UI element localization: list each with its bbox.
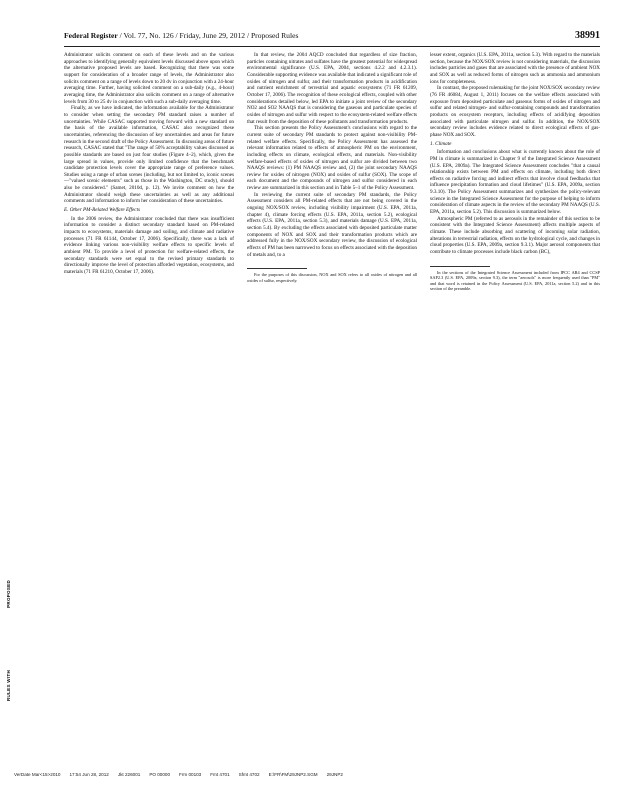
paragraph: lesser extent, organics (U.S. EPA, 2011a, section 5.3). With regard to the materials section, because the NOX/SOX review is not considering materials, the discussion includes particles and gases that are associated with the presence of ambient NOX and SOX as well as reduced forms of nitrogen such as ammonia and ammonium ions for completeness. [430, 52, 600, 85]
paragraph: In the 2006 review, the Administrator concluded that there was insufficient information to consider a distinct secondary standard based on PM-related impacts to ecosystems, materials damage and soiling, and climate and radiative processes (71 FR 61144, October 17, 2006). Specifically, there was a lack of evidence linking various non-visibility welfare effects to specific levels of ambient PM. To provide a level of protection for welfare-related effects, the secondary standards were set equal to the revised primary standards to directionally improve the level of protection afforded vegetation, ecosystems, and materials (71 FR 61210, October 17, 2006). [64, 215, 234, 275]
paragraph: Administrator solicits comment on each of these levels and on the various approaches to identifying generally equivalent levels discussed above upon which the alternative proposed levels are based. Recognizing that there was some support for consideration of a broader range of levels, the Administrator also solicits comment on a range of levels down to 20 dv in conjunction with a 24-hour averaging time. Further, having solicited comment on a sub-daily (e.g., 4-hour) averaging time, the Administrator also solicits comment on a range of alternative levels from 30 to 25 dv in conjunction with such a sub-daily averaging time. [64, 52, 234, 105]
paragraph: Information and conclusions about what is currently known about the role of PM in climate is summarized in Chapter 9 of the Integrated Science Assessment (U.S. EPA, 2009a). The Integrated Science Assessment concludes "that a causal relationship exists between PM and effects on climate, including both direct effects on radiative forcing and indirect effects that involve cloud feedbacks that influence precipitation formation and cloud lifetimes" (U.S. EPA, 2009a, section 9.3.10). The Policy Assessment summarizes and synthesizes the policy-relevant science in the Integrated Science Assessment for the purpose of helping to inform consideration of climate aspects in the review of the secondary PM NAAQS (U.S. EPA, 2011a, section 5.2). This discussion is summarized below. [430, 149, 600, 216]
column-1 [64, 52, 234, 752]
paragraph: In reviewing the current suite of secondary PM standards, the Policy Assessment considers all PM-related effects that are not being covered in the ongoing NOX/SOX review, including visibility impairment (U.S. EPA, 2011a, chapter 4), climate forcing effects (U.S. EPA, 2011a, section 5.2), ecological effects (U.S. EPA, 2011a, section 5.3), and materials damage (U.S. EPA, 2011a, section 5.4). By excluding the effects associated with deposited particulate matter components of NOX and SOX and their transformation products which are addressed fully in the NOX/SOX secondary review, the discussion of ecological effects of PM has been narrowed to focus on effects associated with the deposition of metals and, to a [247, 191, 417, 258]
footer-field: VerDate Mar<15>2010 [14, 772, 61, 777]
margin-sidebar [4, 520, 18, 770]
body-columns [64, 52, 600, 752]
section-heading: E. Other PM-Related Welfare Effects [64, 207, 140, 214]
footer-field: 29JNP2 [326, 772, 343, 777]
paragraph: In that review, the 2004 AQCD concluded that regardless of size fraction, particles containing nitrates and sulfates have the greatest potential for widespread environmental significance (U.S. EPA, 2004, sections 4.2.2 and 4.2.3.1). Considerable supporting evidence was available that indicated a significant role of oxides of nitrogen and sulfur, and their transformation products in acidification and nutrient enrichment of terrestrial and aquatic ecosystems (71 FR 61209, October 17, 2006). The recognition of these ecological effects, coupled with other considerations detailed below, led EPA to initiate a joint review of the secondary NO2 and SO2 NAAQS that is considering the gaseous and particulate species of oxides of nitrogen and sulfur with respect to the ecosystem-related welfare effects that result from the deposition of these pollutants and transformation products. [247, 52, 417, 125]
page-number: 38991 [575, 30, 600, 41]
column-2 [247, 52, 417, 752]
footnote-rule [430, 266, 490, 267]
footer-field: Fmt 4701 [210, 772, 230, 777]
footer-field: 17:54 Jun 28, 2012 [69, 772, 109, 777]
column-3 [430, 52, 600, 752]
footer-field: Jkt 226001 [117, 772, 141, 777]
sidebar-label: RULES WITH [6, 670, 11, 701]
footnote: In the sections of the Integrated Science Assessment included from IPCC AR4 and CCSP SAP2.3 (U.S. EPA, 2009a, section 9.3), the term "aerosols" is more frequently used than "PM" and that word is retained in the Policy Assessment (U.S. EPA, 2011a, section 5.2) and in this section of the preamble. [430, 269, 600, 291]
paragraph: Atmospheric PM (referred to as aerosols in the remainder of this section to be consistent with the Integrated Science Assessment) affects multiple aspects of climate. These include absorbing and scattering of incoming solar radiation, alterations in terrestrial radiation, effects on the hydrological cycle, and changes in cloud properties (U.S. EPA, 2009a, section 9.3.1). Major aerosol components that contribute to climate processes include black carbon (BC), [430, 215, 600, 256]
paragraph: In contrast, the proposed rulemaking for the joint NOX/SOX secondary review (76 FR 46084, August 1, 2011) focuses on the welfare effects associated with exposure from deposited particulate and gaseous forms of oxides of nitrogen and sulfur and related nitrogen- and sulfur-containing compounds and transformation products on ecosystem receptors, including effects of acidifying deposition associated with particulate nitrogen and sulfur. In addition, the NOX/SOX secondary review includes evidence related to direct ecological effects of gas-phase NOX and SOX. [430, 85, 600, 138]
footnote: For the purposes of this discussion, NOX and SOX refers to all oxides of nitrogen and all oxides of sulfur, respectively. [247, 272, 417, 283]
footer-field: PO 00000 [149, 772, 171, 777]
paragraph: Finally, as we have indicated, the information available for the Administrator to consider when setting the secondary PM standard raises a number of uncertainties. While CASAC supported moving forward with a new standard on the basis of the available information, CASAC also recognized these uncertainties, referencing the discussion of key uncertainties and areas for future research in the second draft of the Policy Assessment. In discussing areas of future research, CASAC stated that "The range of 50% acceptability values discussed as possible standards are based on just four studies (Figure 4–2), which, given the large spread in values, provide only limited confidence that the benchmark candidate protection levels cover the appropriate range of preference values. Studies using a range of urban scenes (including, but not limited to, iconic scenes—"valued scenic elements" such as those in the Washington, DC study), should also be considered." (Samet, 2010d, p. 12). We invite comment on how the Administrator should weigh these uncertainties as well as any additional comments and information to inform her consideration of these uncertainties. [64, 105, 234, 205]
footnote-rule [247, 268, 307, 269]
footer-field: E:\FR\FM\29JNP2.SGM [268, 772, 318, 777]
publication-title: Federal Register [64, 31, 118, 40]
footer-field: Sfmt 4702 [238, 772, 260, 777]
section-heading: 1. Climate [430, 140, 452, 147]
issue-line: / Vol. 77, No. 126 / Friday, June 29, 2012 / Proposed Rules [119, 31, 299, 40]
page-header [64, 30, 600, 47]
footer-field: Frm 00103 [179, 772, 202, 777]
page-footer [14, 772, 600, 780]
sidebar-label: PROPOSED [6, 580, 11, 608]
paragraph: This section presents the Policy Assessment's conclusions with regard to the current suite of secondary PM standards to protect against non-visibility PM-related welfare effects. Specifically, the Policy Assessment has assessed the relevant information related to effects of atmospheric PM on the environment, including effects on climate, ecological effects, and materials. Non-visibility welfare-based effects of oxides of nitrogen and sulfur are divided between two NAAQS reviews: (1) PM NAAQS review and, (2) the joint secondary NAAQS review for oxides of nitrogen (NOX) and oxides of sulfur (SOX). The scope of each document and the compounds of nitrogen and sulfur considered in each review are summarized in this section and in Table 5–1 of the Policy Assessment. [247, 125, 417, 192]
